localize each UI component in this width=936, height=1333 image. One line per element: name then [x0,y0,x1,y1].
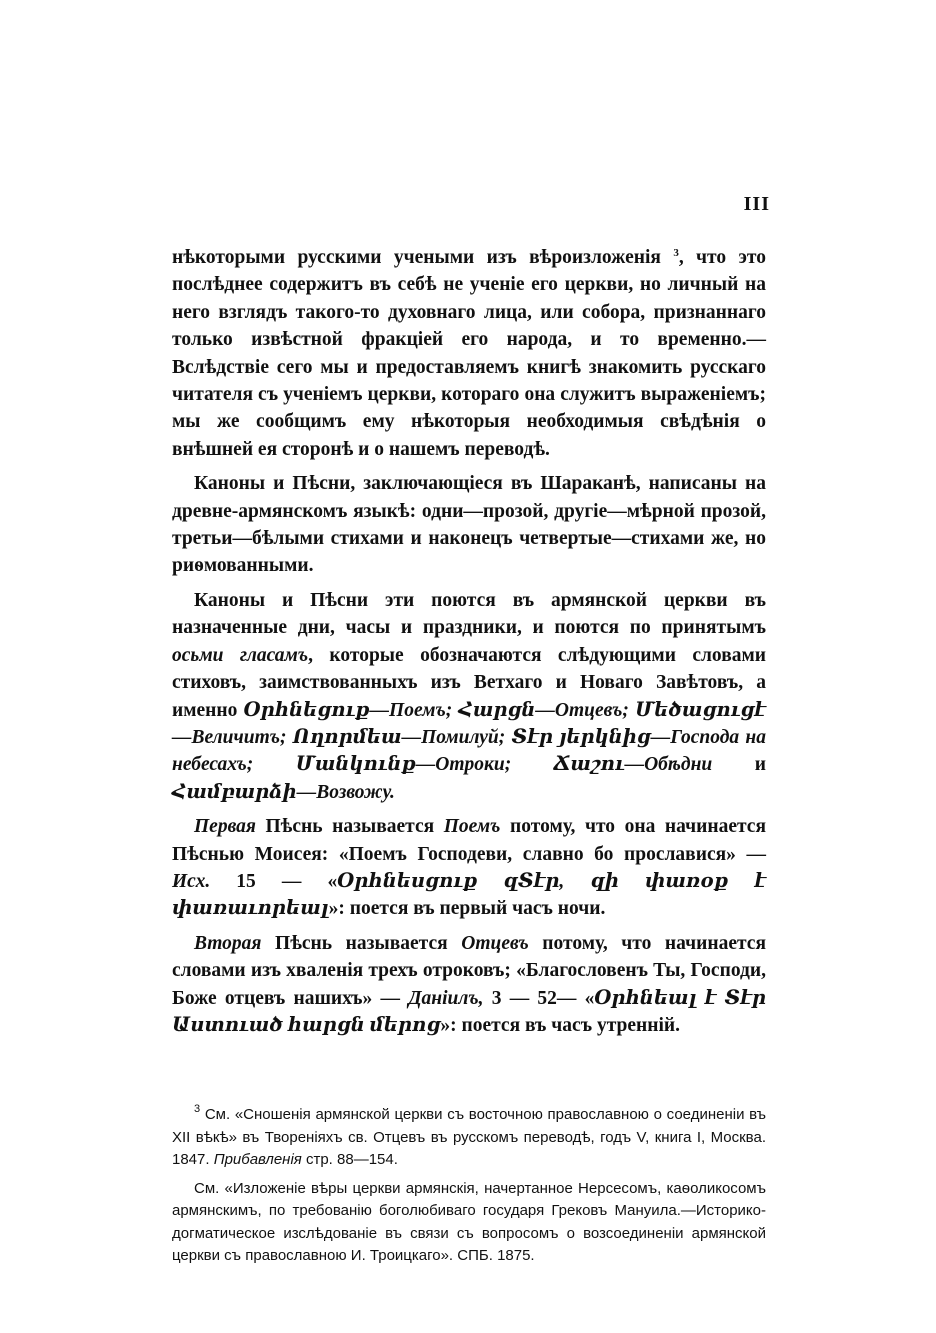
footnotes [172,1104,766,1274]
paragraph-4-italic-c: Исх. [172,870,211,892]
footnote-1-marker: 3 [194,1103,201,1115]
page-number: III [743,193,770,215]
paragraph-5-text-c: 3 — 52— « [483,987,595,1009]
paragraph-5-text-b: потому, что начинается словами изъ хваленія трехъ отроковъ; «Благословенъ Ты, Господи, Боже отцевъ нашихъ» — [172,932,766,1009]
paragraph-5-text-a: Пѣснь называется [261,932,462,954]
paragraph-4-text-a: Пѣснь называется [255,816,444,838]
paragraph-3-text-b: , которые обозначаются слѣдующими словами стиховъ, заимствованныхъ изъ Ветхаго и Новаго Завѣтовъ, а именно [172,644,766,721]
paragraph-1-text-a: нѣкоторыми русскими учеными изъ вѣроизложенія [172,247,674,268]
paragraph-4-text-b: потому, что она начинается Пѣснью Моисея: «Поемъ Господеви, славно бо прославися» — [172,816,766,865]
footnote-1-text-a: См. «Сношенія армянской церкви съ восточною православною о соединеніи въ XII вѣкѣ» въ Твореніяхъ св. Отцевъ въ русскомъ переводѣ, годъ V, книга I, Москва. 1847. [172,1106,766,1168]
paragraph-4-text-c: 15 — « [210,870,338,892]
footnote-1 [172,1104,766,1172]
paragraph-3-italic-a: осьми гласамъ [172,644,309,666]
paragraph-3-italic-c: Համբարձի—Возвожу. [172,781,395,803]
paragraph-5-text-d: »: поется въ часъ утренній. [440,1014,681,1036]
paragraph-4-italic-b: Поемъ [443,816,501,838]
footnote-1-italic: Прибавленія [213,1151,302,1168]
paragraph-4-italic-a: Первая [194,816,256,838]
paragraph-3 [172,587,766,806]
footnote-2: См. «Изложеніе вѣры церкви армянскія, начертанное Нерсесомъ, каѳоликосомъ армянскимъ, по требованію боголюбиваго государя Грековъ Мануила.—Историко-догматическое изслѣдованіе въ связи съ вопросомъ о возсоединеніи армянской церкви съ православною И. Троицкаго». СПБ. 1875. [172,1179,766,1264]
paragraph-1 [172,244,766,463]
paragraph-5-italic-c: Даніилъ, [408,987,484,1009]
paragraph-3-text-c: и [712,754,766,776]
footnote-reference: 3 [673,247,679,259]
paragraph-3-text-a: Каноны и Пѣсни эти поются въ армянской церкви въ назначенные дни, часы и праздники, и поются по принятымъ [172,589,766,639]
paragraph-2: Каноны и Пѣсни, заключающіеся въ Шараканѣ, написаны на древне-армянскомъ языкѣ: одни—прозой, другіе—мѣрной прозой, третьи—бѣлыми стихами и наконецъ четвертые—стихами же, но риѳмованными. [172,473,766,577]
paragraph-1-text-b: , что это послѣднее содержитъ въ себѣ не ученіе его церкви, но личный на него взглядъ такого-то духовнаго лица, или собора, признаннаго только извѣстной фракціей его народа, и то временно.—Вслѣдствіе сего мы и предоставляемъ книгѣ знакомить русскаго читателя съ ученіемъ церкви, котораго она служитъ выраженіемъ; мы же сообщимъ ему нѣкоторыя необходимыя свѣдѣнія о внѣшней ея сторонѣ и о нашемъ переводѣ. [172,247,766,460]
paragraph-4 [172,813,766,923]
paragraph-5-italic-d: Օրհնեալ է Տէր Աստուած հարցն մերոց [172,987,766,1036]
main-text [172,244,766,1046]
paragraph-5-italic-b: Отцевъ [461,932,529,954]
paragraph-5-italic-a: Вторая [194,932,262,954]
footnote-1-text-b: стр. 88—154. [301,1151,398,1168]
paragraph-3-italic-b: Օրհնեցուք—Поемъ; Հարցն—Отцевъ; Մեծացուցէ—Величитъ; Ողորմեա—Помилуй; Տէր յերկնից—Господа на небесахъ; Մանկունք—Отроки; Ճաշու—Обѣдни [172,699,766,776]
paragraph-4-text-d: »: поется въ первый часъ ночи. [328,898,606,920]
paragraph-4-italic-d: Օրհնեսցուք զՏէր, զի փառօք է փառաւորեալ [172,870,767,920]
paragraph-5 [172,930,766,1040]
